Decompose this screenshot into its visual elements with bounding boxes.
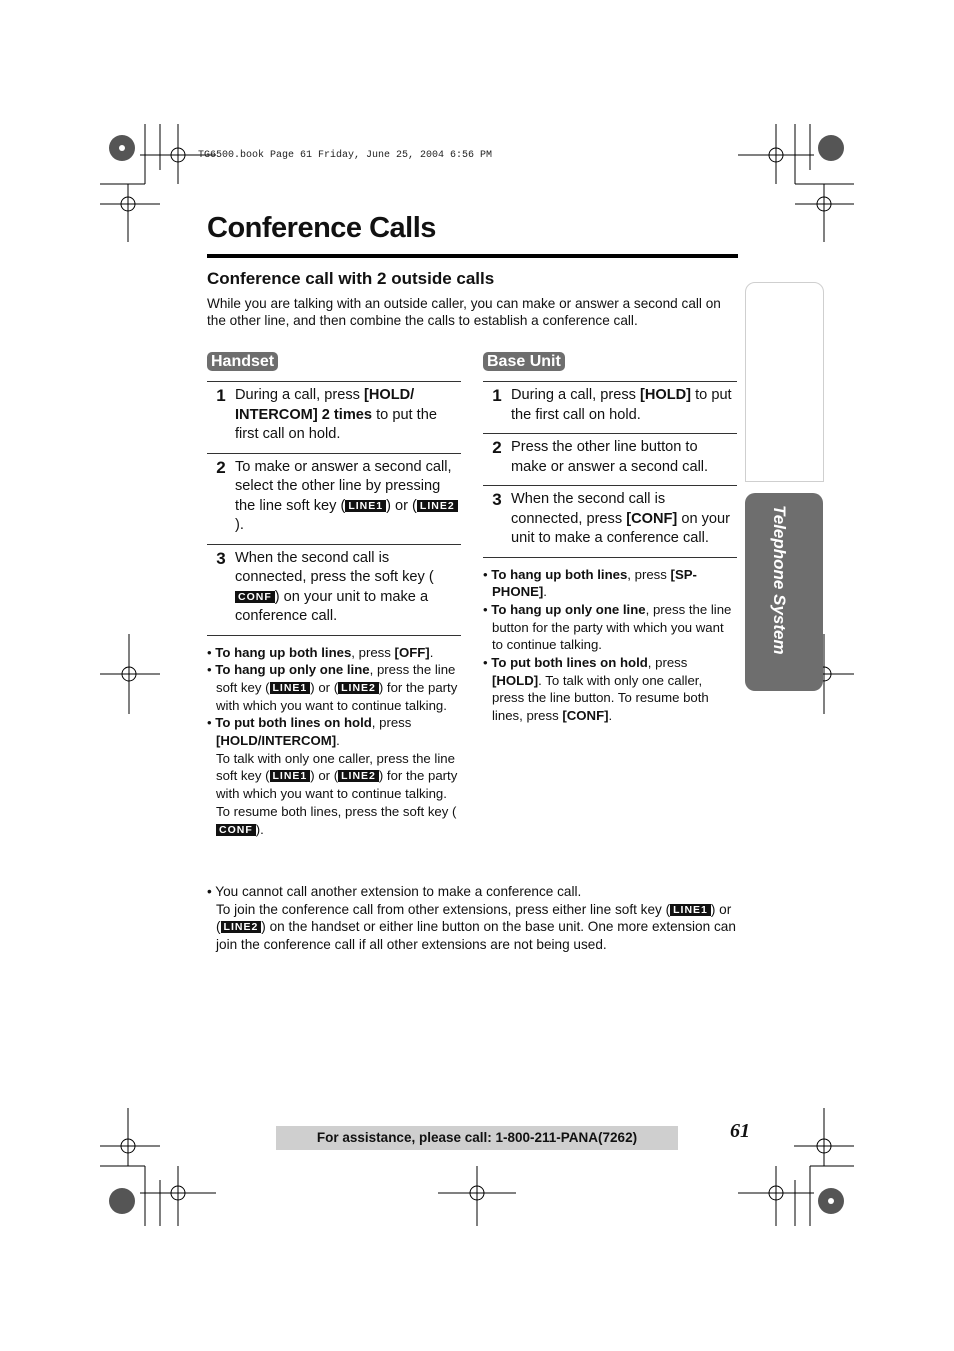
step-text: When the second call is connected, press [CONF] on your unit to make a conference call. [511, 491, 731, 546]
handset-step-3 [207, 545, 461, 636]
handset-step-2 [207, 454, 461, 545]
intro-paragraph: While you are talking with an outside caller, you can make or answer a second call on the other line, and then combine the calls to establish a conference call. [207, 296, 721, 328]
side-tab-blank [745, 282, 824, 482]
handset-label: Handset [207, 352, 278, 371]
handset-note-3: • To put both lines on hold, press [HOLD/INTERCOM]. To talk with only one caller, press the line soft key ( LINE1 ) or ( LINE2 ) for the party with which you want to continue talking. To resume both lines, press the soft key (CONF ). [207, 715, 458, 837]
base-note-1: • To hang up both lines, press [SP-PHONE]. [483, 566, 697, 600]
page-number: 61 [730, 1120, 750, 1142]
page-title: Conference Calls [207, 212, 436, 244]
base-unit-notes [483, 566, 737, 725]
step-text: When the second call is connected, press the soft key (CONF ) on your unit to make a conference call. [235, 549, 434, 624]
line2-key: LINE2 [417, 500, 458, 512]
base-unit-column [483, 352, 737, 725]
step-number: 3 [492, 490, 502, 509]
step-text: During a call, press [HOLD] to put the first call on hold. [511, 387, 732, 423]
base-note-3: • To put both lines on hold, press [HOLD]. To talk with only one caller, press the line button. To resume both lines, press [CONF]. [483, 655, 709, 724]
base-unit-label: Base Unit [483, 352, 565, 371]
side-tab-label: Telephone System [770, 505, 789, 655]
general-note: • You cannot call another extension to make a conference call. To join the conference call from other extensions, press either line soft key ( LINE1 ) or ( LINE2 ) on the handset or either line button on the base unit. One more extension can join the conference call if all other extensions are not being used. [207, 884, 736, 953]
handset-column [207, 352, 461, 838]
line2-key: LINE2 [221, 921, 262, 933]
line1-key: LINE1 [345, 500, 386, 512]
handset-steps [207, 381, 461, 636]
base-step-3 [483, 486, 737, 558]
line2-key: LINE2 [338, 770, 379, 782]
assistance-footer: For assistance, please call: 1-800-211-PANA(7262) [276, 1126, 678, 1150]
base-unit-steps [483, 381, 737, 558]
step-text: During a call, press [HOLD/ INTERCOM] 2 times to put the first call on hold. [235, 387, 437, 442]
base-note-2: • To hang up only one line, press the line button for the party with which you want to continue talking. [483, 601, 732, 653]
side-tab-telephone-system [745, 493, 823, 691]
print-header: TG6500.book Page 61 Friday, June 25, 2004 6:56 PM [198, 150, 493, 161]
step-number: 1 [492, 386, 502, 405]
line2-key: LINE2 [338, 682, 379, 694]
step-text: To make or answer a second call, select the other line by pressing the line soft key ( LINE1 ) or ( LINE2). [235, 458, 461, 536]
line1-key: LINE1 [670, 904, 711, 916]
step-number: 2 [492, 438, 502, 457]
base-step-1 [483, 382, 737, 434]
title-rule [207, 254, 738, 258]
step-number: 1 [216, 386, 226, 405]
handset-note-2: • To hang up only one line, press the line soft key ( LINE1 ) or ( LINE2 ) for the party with which you want to continue talking. [207, 662, 458, 713]
line1-key: LINE1 [270, 682, 311, 694]
handset-notes [207, 644, 461, 839]
handset-note-1: • To hang up both lines, press [OFF]. [207, 644, 434, 660]
line1-key: LINE1 [270, 770, 311, 782]
section-subtitle: Conference call with 2 outside calls [207, 269, 495, 288]
step-text: Press the other line button to make or answer a second call. [511, 439, 709, 475]
step-number: 3 [216, 548, 226, 568]
handset-step-1 [207, 382, 461, 454]
step-number: 2 [216, 457, 226, 477]
conf-key: CONF [235, 591, 275, 603]
base-step-2 [483, 434, 737, 486]
conf-key: CONF [216, 824, 256, 836]
